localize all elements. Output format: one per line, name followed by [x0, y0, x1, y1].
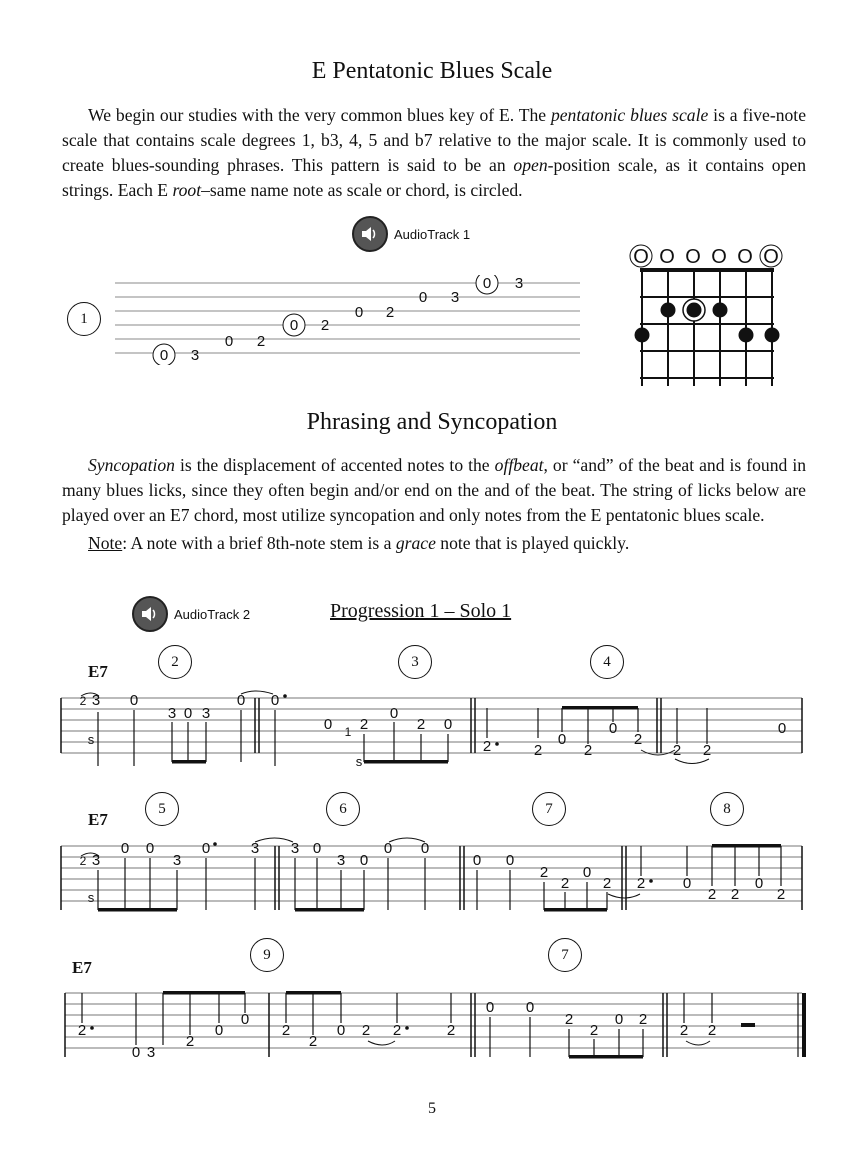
note-label: Note — [88, 533, 123, 553]
tab-note: 0 — [224, 333, 234, 350]
lick-marker — [145, 792, 179, 826]
svg-text:2: 2 — [730, 886, 740, 903]
lick-marker — [532, 792, 566, 826]
text-run: , or “and” of the beat and is found in many blues licks, since they often begin and/or end on the and of the beat. The string of licks below are played over an E7 chord, most utilize syncopation and only notes from the E pentatonic blues scale. — [62, 455, 807, 525]
svg-text:0: 0 — [557, 731, 567, 748]
svg-text:0: 0 — [336, 1022, 346, 1039]
svg-text:0: 0 — [383, 840, 393, 857]
svg-text:O: O — [685, 246, 701, 268]
svg-text:0: 0 — [183, 705, 193, 722]
text-em: open — [513, 155, 548, 175]
svg-text:0: 0 — [582, 864, 592, 881]
svg-text:3: 3 — [201, 705, 211, 722]
marker-text: 8 — [723, 800, 731, 817]
svg-text:2: 2 — [446, 1022, 456, 1039]
text-run: –same name note as scale or chord, is circled. — [201, 180, 523, 200]
svg-text:0: 0 — [145, 840, 155, 857]
svg-text:0: 0 — [754, 875, 764, 892]
text-run: is the displacement of accented notes to the — [174, 455, 495, 475]
marker-text: 7 — [545, 800, 553, 817]
svg-text:0: 0 — [131, 1044, 141, 1061]
tab-system-1 — [55, 688, 815, 788]
svg-text:3: 3 — [250, 840, 260, 857]
tab-note: 0 — [159, 347, 169, 364]
marker-text: 6 — [339, 800, 347, 817]
svg-text:0: 0 — [682, 875, 692, 892]
svg-text:0: 0 — [777, 720, 787, 737]
svg-text:2: 2 — [392, 1022, 402, 1039]
svg-text:2: 2 — [77, 1022, 87, 1039]
svg-text:2: 2 — [281, 1022, 291, 1039]
svg-text:2: 2 — [482, 738, 492, 755]
tab-note: 2 — [256, 333, 266, 350]
lick-marker — [326, 792, 360, 826]
svg-text:2: 2 — [416, 716, 426, 733]
page-number: 5 — [428, 1100, 436, 1117]
svg-text:0: 0 — [389, 705, 399, 722]
speaker-icon — [132, 596, 168, 632]
svg-text:3: 3 — [91, 852, 101, 869]
lick-marker — [398, 645, 432, 679]
audio-track-label: AudioTrack 2 — [174, 606, 251, 622]
svg-text:2: 2 — [702, 742, 712, 759]
svg-text:0: 0 — [420, 840, 430, 857]
svg-text:3: 3 — [290, 840, 300, 857]
tab-note: 3 — [514, 275, 524, 292]
example-number-text: 1 — [80, 310, 88, 327]
audio-track-2[interactable] — [132, 596, 250, 632]
svg-text:2: 2 — [560, 875, 570, 892]
tab-note: 0 — [482, 275, 492, 292]
svg-text:O: O — [737, 246, 753, 268]
syncopation-paragraph — [62, 453, 806, 556]
tab-note: 3 — [450, 289, 460, 306]
intro-paragraph — [62, 103, 806, 203]
svg-text:2: 2 — [361, 1022, 371, 1039]
tab-note: 2 — [320, 317, 330, 334]
svg-text:0: 0 — [129, 692, 139, 709]
progression-title: Progression 1 – Solo 1 — [330, 600, 512, 622]
svg-text:2: 2 — [672, 742, 682, 759]
scale-tab-staff — [115, 275, 585, 365]
text-em: root — [172, 180, 202, 200]
svg-text:0: 0 — [359, 852, 369, 869]
svg-text:0: 0 — [443, 716, 453, 733]
chord-symbol: E7 — [88, 810, 108, 829]
svg-text:3: 3 — [146, 1044, 156, 1061]
tab-note: 0 — [289, 317, 299, 334]
lick-marker — [710, 792, 744, 826]
svg-text:2: 2 — [589, 1022, 599, 1039]
svg-text:0: 0 — [472, 852, 482, 869]
svg-text:2: 2 — [308, 1033, 318, 1050]
text-em: offbeat — [494, 455, 544, 475]
chord-symbol: E7 — [72, 958, 92, 977]
svg-text:0: 0 — [323, 716, 333, 733]
svg-text:2: 2 — [583, 742, 593, 759]
svg-text:2: 2 — [359, 716, 369, 733]
svg-text:3: 3 — [167, 705, 177, 722]
svg-text:s: s — [355, 754, 363, 769]
svg-text:2: 2 — [638, 1011, 648, 1028]
svg-text:0: 0 — [608, 720, 618, 737]
tab-note: 0 — [354, 304, 364, 321]
svg-text:3: 3 — [336, 852, 346, 869]
svg-text:s: s — [87, 890, 95, 905]
audio-track-label: AudioTrack 1 — [394, 226, 471, 242]
speaker-icon — [352, 216, 388, 252]
marker-text: 9 — [263, 946, 271, 963]
svg-text:0: 0 — [614, 1011, 624, 1028]
svg-text:O: O — [711, 246, 727, 268]
svg-text:0: 0 — [505, 852, 515, 869]
svg-text:s: s — [87, 732, 95, 747]
svg-text:0: 0 — [312, 840, 322, 857]
svg-text:0: 0 — [270, 692, 280, 709]
marker-text: 2 — [171, 653, 179, 670]
svg-text:0: 0 — [240, 1011, 250, 1028]
text-em: grace — [395, 533, 436, 553]
example-number-1 — [67, 302, 101, 336]
tab-system-3 — [55, 983, 815, 1083]
text-run: note that is played quickly. — [435, 533, 630, 553]
svg-text:2: 2 — [679, 1022, 689, 1039]
svg-text:2: 2 — [185, 1033, 195, 1050]
svg-text:2: 2 — [633, 731, 643, 748]
svg-text:2: 2 — [602, 875, 612, 892]
svg-text:O: O — [633, 246, 649, 268]
svg-text:2: 2 — [707, 1022, 717, 1039]
svg-text:0: 0 — [525, 999, 535, 1016]
marker-text: 3 — [411, 653, 419, 670]
fretboard-diagram — [622, 240, 792, 390]
svg-text:3: 3 — [172, 852, 182, 869]
tab-note: 2 — [385, 304, 395, 321]
section-title-pentatonic: E Pentatonic Blues Scale — [311, 58, 553, 84]
svg-text:2: 2 — [707, 886, 717, 903]
svg-text:2: 2 — [79, 694, 87, 708]
text-em: pentatonic blues scale — [550, 105, 709, 125]
tab-system-2 — [55, 836, 815, 936]
section-title-phrasing: Phrasing and Syncopation — [306, 409, 558, 435]
tab-note: 3 — [190, 347, 200, 364]
svg-text:2: 2 — [636, 875, 646, 892]
marker-text: 5 — [158, 800, 166, 817]
text-run: is a five-note scale that contains scale degrees 1, b3, 4, 5 and b7 relative to the major scale. It is commonly used to create blues-sounding phrases. This pattern is said to be an — [62, 105, 807, 175]
text-run: : A note with a brief 8th-note stem is a — [122, 533, 396, 553]
chord-symbol: E7 — [88, 662, 108, 681]
svg-text:3: 3 — [91, 692, 101, 709]
svg-text:0: 0 — [236, 692, 246, 709]
svg-text:2: 2 — [539, 864, 549, 881]
lick-marker — [158, 645, 192, 679]
marker-text: 7 — [561, 946, 569, 963]
svg-text:0: 0 — [485, 999, 495, 1016]
text-run: -position scale, as it contains open strings. Each E — [62, 155, 806, 200]
text-run: We begin our studies with the very common blues key of E. The — [88, 105, 551, 125]
svg-text:0: 0 — [201, 840, 211, 857]
lick-marker — [548, 938, 582, 972]
svg-text:2: 2 — [776, 886, 786, 903]
svg-text:1: 1 — [344, 725, 352, 739]
svg-text:0: 0 — [120, 840, 130, 857]
text-em: Syncopation — [88, 455, 175, 475]
lick-marker — [250, 938, 284, 972]
svg-text:2: 2 — [79, 854, 87, 868]
svg-text:O: O — [659, 246, 675, 268]
lick-marker — [590, 645, 624, 679]
svg-text:2: 2 — [533, 742, 543, 759]
svg-text:0: 0 — [214, 1022, 224, 1039]
audio-track-1[interactable] — [352, 216, 470, 252]
svg-text:2: 2 — [564, 1011, 574, 1028]
svg-text:O: O — [763, 246, 779, 268]
marker-text: 4 — [603, 653, 611, 670]
tab-note: 0 — [418, 289, 428, 306]
